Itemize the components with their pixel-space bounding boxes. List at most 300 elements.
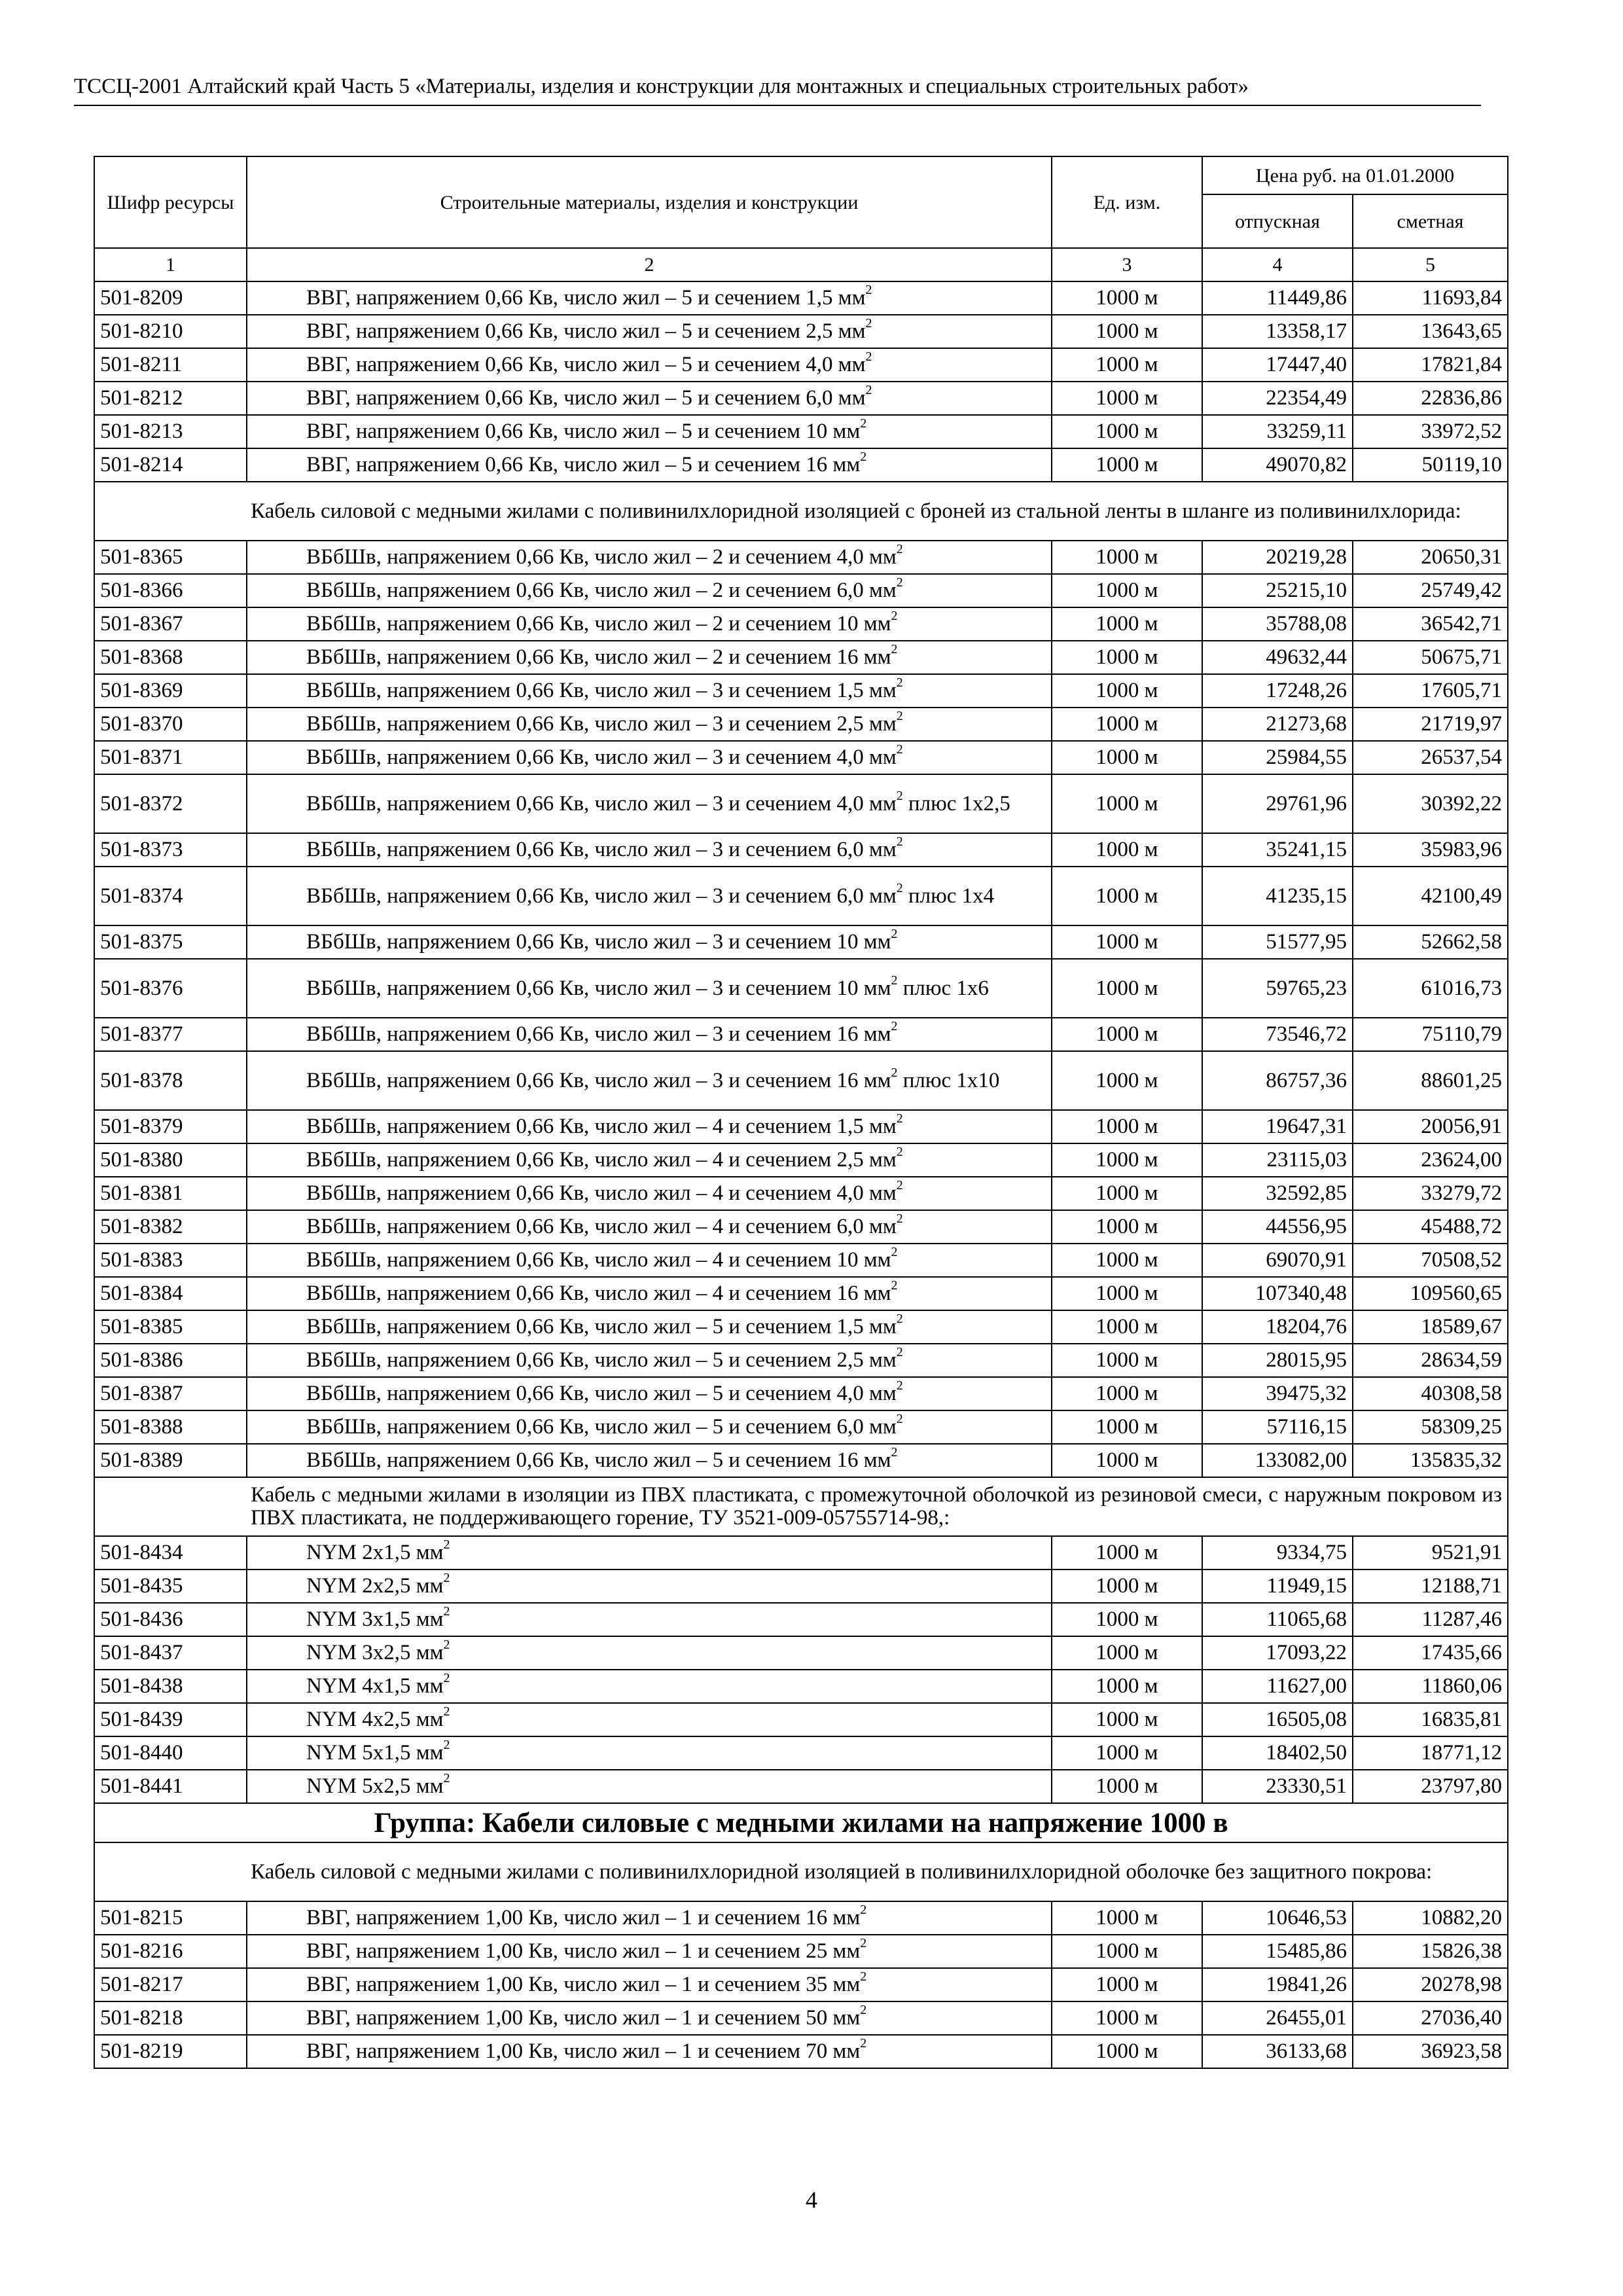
row-unit: 1000 м <box>1052 574 1202 607</box>
row-name <box>247 1110 1052 1143</box>
row-name-superscript: 2 <box>891 1019 898 1033</box>
table-row <box>94 959 1508 1018</box>
row-release-price: 49070,82 <box>1202 448 1353 482</box>
row-release-price: 25984,55 <box>1202 741 1353 774</box>
row-unit: 1000 м <box>1052 1736 1202 1770</box>
row-estimate-price: 27036,40 <box>1353 2001 1508 2035</box>
row-name-superscript: 2 <box>896 742 903 757</box>
page-header: ТССЦ-2001 Алтайский край Часть 5 «Материалы, изделия и конструкции для монтажных и специальных строительных работ» <box>74 72 1481 106</box>
row-code: 501-8210 <box>94 315 247 348</box>
row-release-price: 11449,86 <box>1202 281 1353 315</box>
row-estimate-price: 40308,58 <box>1353 1377 1508 1410</box>
row-name-text: ВБбШв, напряжением 0,66 Кв, число жил – 2 и сечением 4,0 мм <box>306 545 897 569</box>
row-release-price: 73546,72 <box>1202 1018 1353 1051</box>
row-name-superscript: 2 <box>891 927 898 941</box>
row-name-text: ВБбШв, напряжением 0,66 Кв, число жил – 3 и сечением 16 мм <box>306 1022 891 1046</box>
row-name-text: NYM 4х2,5 мм <box>306 1708 444 1731</box>
row-estimate-price: 52662,58 <box>1353 925 1508 959</box>
row-unit: 1000 м <box>1052 1051 1202 1110</box>
row-release-price: 10646,53 <box>1202 1901 1353 1935</box>
row-name-text: ВБбШв, напряжением 0,66 Кв, число жил – 4 и сечением 10 мм <box>306 1248 891 1272</box>
table-row <box>94 1603 1508 1636</box>
table-row <box>94 415 1508 448</box>
row-code: 501-8382 <box>94 1210 247 1244</box>
row-unit: 1000 м <box>1052 2035 1202 2068</box>
row-name-superscript: 2 <box>443 1671 450 1685</box>
row-name-superscript: 2 <box>443 1704 450 1719</box>
row-unit: 1000 м <box>1052 708 1202 741</box>
row-name-superscript: 2 <box>896 880 903 895</box>
row-release-price: 35241,15 <box>1202 833 1353 867</box>
table-row <box>94 1770 1508 1803</box>
row-name-superscript: 2 <box>443 1604 450 1619</box>
row-release-price: 36133,68 <box>1202 2035 1353 2068</box>
row-release-price: 23330,51 <box>1202 1770 1353 1803</box>
row-estimate-price: 45488,72 <box>1353 1210 1508 1244</box>
header-code: Шифр ресурсы <box>94 156 247 248</box>
row-unit: 1000 м <box>1052 867 1202 925</box>
row-name-superscript: 2 <box>443 1537 450 1552</box>
row-name-text: ВБбШв, напряжением 0,66 Кв, число жил – 3 и сечением 1,5 мм <box>306 679 897 702</box>
row-name <box>247 1310 1052 1344</box>
row-name-suffix: плюс 1х4 <box>902 884 995 908</box>
row-name-text: ВБбШв, напряжением 0,66 Кв, число жил – 4 и сечением 1,5 мм <box>306 1115 897 1138</box>
row-code: 501-8218 <box>94 2001 247 2035</box>
row-name-superscript: 2 <box>891 1245 898 1259</box>
row-name <box>247 1143 1052 1177</box>
row-release-price: 86757,36 <box>1202 1051 1353 1110</box>
row-release-price: 19647,31 <box>1202 1110 1353 1143</box>
row-code: 501-8371 <box>94 741 247 774</box>
row-estimate-price: 23797,80 <box>1353 1770 1508 1803</box>
row-release-price: 32592,85 <box>1202 1177 1353 1210</box>
row-name <box>247 674 1052 708</box>
row-name <box>247 281 1052 315</box>
row-release-price: 133082,00 <box>1202 1444 1353 1477</box>
row-unit: 1000 м <box>1052 448 1202 482</box>
row-unit: 1000 м <box>1052 1344 1202 1377</box>
row-name-text: NYM 3х2,5 мм <box>306 1641 444 1664</box>
row-unit: 1000 м <box>1052 1570 1202 1603</box>
table-row <box>94 867 1508 925</box>
row-unit: 1000 м <box>1052 1935 1202 1968</box>
row-name-text: ВБбШв, напряжением 0,66 Кв, число жил – 2 и сечением 10 мм <box>306 612 891 636</box>
row-name-text: ВБбШв, напряжением 0,66 Кв, число жил – 4 и сечением 6,0 мм <box>306 1215 897 1238</box>
row-code: 501-8367 <box>94 607 247 641</box>
row-estimate-price: 11287,46 <box>1353 1603 1508 1636</box>
row-name-text: ВВГ, напряжением 1,00 Кв, число жил – 1 и сечением 25 мм <box>306 1939 861 1963</box>
row-unit: 1000 м <box>1052 833 1202 867</box>
row-name-superscript: 2 <box>896 1312 903 1326</box>
table-row <box>94 925 1508 959</box>
row-name <box>247 1570 1052 1603</box>
table-row <box>94 1536 1508 1570</box>
row-code: 501-8439 <box>94 1703 247 1736</box>
row-unit: 1000 м <box>1052 641 1202 674</box>
table-row <box>94 315 1508 348</box>
row-release-price: 39475,32 <box>1202 1377 1353 1410</box>
row-unit: 1000 м <box>1052 1143 1202 1177</box>
row-name <box>247 574 1052 607</box>
row-code: 501-8217 <box>94 1968 247 2001</box>
row-code: 501-8386 <box>94 1344 247 1377</box>
row-name-superscript: 2 <box>896 1378 903 1393</box>
row-code: 501-8372 <box>94 774 247 833</box>
row-name <box>247 741 1052 774</box>
row-estimate-price: 11693,84 <box>1353 281 1508 315</box>
row-name-superscript: 2 <box>891 973 898 988</box>
row-release-price: 13358,17 <box>1202 315 1353 348</box>
row-estimate-price: 13643,65 <box>1353 315 1508 348</box>
row-release-price: 20219,28 <box>1202 541 1353 574</box>
row-name <box>247 1444 1052 1477</box>
table-row <box>94 1244 1508 1277</box>
row-code: 501-8374 <box>94 867 247 925</box>
row-unit: 1000 м <box>1052 315 1202 348</box>
row-code: 501-8380 <box>94 1143 247 1177</box>
row-estimate-price: 70508,52 <box>1353 1244 1508 1277</box>
row-release-price: 59765,23 <box>1202 959 1353 1018</box>
row-name <box>247 1603 1052 1636</box>
row-code: 501-8389 <box>94 1444 247 1477</box>
row-name-superscript: 2 <box>865 316 872 331</box>
row-name-text: ВВГ, напряжением 1,00 Кв, число жил – 1 и сечением 50 мм <box>306 2006 861 2030</box>
row-code: 501-8434 <box>94 1536 247 1570</box>
row-name-superscript: 2 <box>860 1936 867 1950</box>
row-release-price: 33259,11 <box>1202 415 1353 448</box>
table-row <box>94 708 1508 741</box>
row-release-price: 29761,96 <box>1202 774 1353 833</box>
row-name-text: ВБбШв, напряжением 0,66 Кв, число жил – 4 и сечением 4,0 мм <box>306 1181 897 1205</box>
row-name <box>247 1968 1052 2001</box>
row-unit: 1000 м <box>1052 1410 1202 1444</box>
row-unit: 1000 м <box>1052 1210 1202 1244</box>
row-name <box>247 959 1052 1018</box>
row-name-superscript: 2 <box>891 1278 898 1293</box>
row-release-price: 44556,95 <box>1202 1210 1353 1244</box>
row-name-superscript: 2 <box>860 416 867 431</box>
row-estimate-price: 11860,06 <box>1353 1670 1508 1703</box>
row-name-text: ВВГ, напряжением 0,66 Кв, число жил – 5 и сечением 6,0 мм <box>306 386 866 410</box>
row-name <box>247 925 1052 959</box>
row-name <box>247 1736 1052 1770</box>
row-estimate-price: 35983,96 <box>1353 833 1508 867</box>
table-row <box>94 1570 1508 1603</box>
table-row <box>94 1110 1508 1143</box>
table-row <box>94 1736 1508 1770</box>
section-note-nym-row <box>94 1477 1508 1536</box>
row-estimate-price: 50119,10 <box>1353 448 1508 482</box>
table-row <box>94 1277 1508 1310</box>
row-estimate-price: 33279,72 <box>1353 1177 1508 1210</box>
row-estimate-price: 20278,98 <box>1353 1968 1508 2001</box>
row-release-price: 25215,10 <box>1202 574 1353 607</box>
table-row <box>94 641 1508 674</box>
row-name-text: ВВГ, напряжением 0,66 Кв, число жил – 5 и сечением 2,5 мм <box>306 319 866 343</box>
table-row <box>94 1703 1508 1736</box>
row-estimate-price: 28634,59 <box>1353 1344 1508 1377</box>
header-unit: Ед. изм. <box>1052 156 1202 248</box>
row-name-text: ВБбШв, напряжением 0,66 Кв, число жил – 3 и сечением 2,5 мм <box>306 712 897 736</box>
row-release-price: 17447,40 <box>1202 348 1353 382</box>
table-row <box>94 1377 1508 1410</box>
row-unit: 1000 м <box>1052 382 1202 415</box>
row-release-price: 9334,75 <box>1202 1536 1353 1570</box>
row-release-price: 19841,26 <box>1202 1968 1353 2001</box>
row-name-text: ВБбШв, напряжением 0,66 Кв, число жил – 3 и сечением 4,0 мм <box>306 791 897 816</box>
row-name-text: ВВГ, напряжением 1,00 Кв, число жил – 1 и сечением 16 мм <box>306 1906 861 1929</box>
row-name-superscript: 2 <box>891 1445 898 1460</box>
row-unit: 1000 м <box>1052 607 1202 641</box>
row-release-price: 41235,15 <box>1202 867 1353 925</box>
row-unit: 1000 м <box>1052 959 1202 1018</box>
row-name-text: ВВГ, напряжением 1,00 Кв, число жил – 1 и сечением 70 мм <box>306 2039 861 2063</box>
row-estimate-price: 36542,71 <box>1353 607 1508 641</box>
row-name <box>247 1177 1052 1210</box>
row-estimate-price: 109560,65 <box>1353 1277 1508 1310</box>
row-code: 501-8376 <box>94 959 247 1018</box>
row-name-text: ВБбШв, напряжением 0,66 Кв, число жил – 2 и сечением 16 мм <box>306 645 891 669</box>
table-row <box>94 1018 1508 1051</box>
row-release-price: 57116,15 <box>1202 1410 1353 1444</box>
row-unit: 1000 м <box>1052 1636 1202 1670</box>
row-name-superscript: 2 <box>865 283 872 297</box>
row-unit: 1000 м <box>1052 1018 1202 1051</box>
row-name-text: ВВГ, напряжением 0,66 Кв, число жил – 5 и сечением 16 мм <box>306 453 861 476</box>
row-estimate-price: 58309,25 <box>1353 1410 1508 1444</box>
row-name <box>247 1410 1052 1444</box>
col-number-4: 4 <box>1202 248 1353 281</box>
row-name <box>247 641 1052 674</box>
row-name-superscript: 2 <box>891 642 898 656</box>
row-name <box>247 1277 1052 1310</box>
row-estimate-price: 17821,84 <box>1353 348 1508 382</box>
col-number-3: 3 <box>1052 248 1202 281</box>
row-unit: 1000 м <box>1052 1770 1202 1803</box>
row-name <box>247 774 1052 833</box>
row-code: 501-8440 <box>94 1736 247 1770</box>
row-name <box>247 708 1052 741</box>
row-name-text: ВБбШв, напряжением 0,66 Кв, число жил – 5 и сечением 16 мм <box>306 1448 891 1472</box>
row-name <box>247 1636 1052 1670</box>
row-estimate-price: 10882,20 <box>1353 1901 1508 1935</box>
row-unit: 1000 м <box>1052 1968 1202 2001</box>
row-name <box>247 1670 1052 1703</box>
row-name-text: NYM 2х1,5 мм <box>306 1541 444 1564</box>
row-release-price: 26455,01 <box>1202 2001 1353 2035</box>
row-estimate-price: 15826,38 <box>1353 1935 1508 1968</box>
row-name-text: NYM 4х1,5 мм <box>306 1674 444 1698</box>
row-name <box>247 833 1052 867</box>
row-name-superscript: 2 <box>896 1111 903 1126</box>
row-name-text: ВБбШв, напряжением 0,66 Кв, число жил – 5 и сечением 4,0 мм <box>306 1382 897 1405</box>
group-title: Группа: Кабели силовые с медными жилами на напряжение 1000 в <box>94 1803 1508 1842</box>
table-row <box>94 674 1508 708</box>
row-name-superscript: 2 <box>896 675 903 690</box>
row-name <box>247 607 1052 641</box>
row-code: 501-8438 <box>94 1670 247 1703</box>
row-release-price: 18402,50 <box>1202 1736 1353 1770</box>
row-code: 501-8368 <box>94 641 247 674</box>
row-estimate-price: 26537,54 <box>1353 741 1508 774</box>
row-name-text: ВВГ, напряжением 0,66 Кв, число жил – 5 и сечением 10 мм <box>306 420 861 443</box>
row-release-price: 22354,49 <box>1202 382 1353 415</box>
table-row <box>94 1344 1508 1377</box>
row-unit: 1000 м <box>1052 281 1202 315</box>
row-name <box>247 541 1052 574</box>
row-unit: 1000 м <box>1052 1536 1202 1570</box>
row-name-superscript: 2 <box>896 834 903 849</box>
row-name-text: ВБбШв, напряжением 0,66 Кв, число жил – 2 и сечением 6,0 мм <box>306 579 897 602</box>
row-estimate-price: 9521,91 <box>1353 1536 1508 1570</box>
row-unit: 1000 м <box>1052 1277 1202 1310</box>
price-table <box>94 156 1508 2069</box>
row-unit: 1000 м <box>1052 1310 1202 1344</box>
row-name-suffix: плюс 1х10 <box>897 1068 1000 1092</box>
table-row <box>94 1210 1508 1244</box>
row-unit: 1000 м <box>1052 1603 1202 1636</box>
row-code: 501-8209 <box>94 281 247 315</box>
row-estimate-price: 12188,71 <box>1353 1570 1508 1603</box>
row-name <box>247 1703 1052 1736</box>
row-name <box>247 2035 1052 2068</box>
row-unit: 1000 м <box>1052 1703 1202 1736</box>
table-row <box>94 1177 1508 1210</box>
row-name-suffix: плюс 1х2,5 <box>902 791 1010 816</box>
row-estimate-price: 30392,22 <box>1353 774 1508 833</box>
row-name-text: NYM 3х1,5 мм <box>306 1607 444 1631</box>
row-code: 501-8366 <box>94 574 247 607</box>
row-estimate-price: 33972,52 <box>1353 415 1508 448</box>
row-name-text: ВБбШв, напряжением 0,66 Кв, число жил – 3 и сечением 16 мм <box>306 1068 891 1092</box>
row-name <box>247 1770 1052 1803</box>
row-estimate-price: 36923,58 <box>1353 2035 1508 2068</box>
table-row <box>94 1444 1508 1477</box>
row-code: 501-8383 <box>94 1244 247 1277</box>
table-row <box>94 348 1508 382</box>
row-name-text: ВВГ, напряжением 0,66 Кв, число жил – 5 и сечением 4,0 мм <box>306 353 866 376</box>
row-name-superscript: 2 <box>865 383 872 397</box>
row-name <box>247 1377 1052 1410</box>
row-code: 501-8385 <box>94 1310 247 1344</box>
table-row <box>94 1670 1508 1703</box>
row-name-superscript: 2 <box>865 350 872 364</box>
row-unit: 1000 м <box>1052 541 1202 574</box>
group-row <box>94 1803 1508 1842</box>
row-name <box>247 1210 1052 1244</box>
table-row <box>94 574 1508 607</box>
row-estimate-price: 20056,91 <box>1353 1110 1508 1143</box>
table-row <box>94 2001 1508 2035</box>
table-row <box>94 833 1508 867</box>
header-estimate: сметная <box>1353 194 1508 248</box>
row-name-superscript: 2 <box>443 1638 450 1652</box>
table-row <box>94 607 1508 641</box>
row-release-price: 15485,86 <box>1202 1935 1353 1968</box>
section-note-vvg-1kv: Кабель силовой с медными жилами с поливинилхлоридной изоляцией в поливинилхлоридной оболочке без защитного покрова: <box>94 1842 1508 1901</box>
row-code: 501-8216 <box>94 1935 247 1968</box>
row-release-price: 107340,48 <box>1202 1277 1353 1310</box>
row-code: 501-8219 <box>94 2035 247 2068</box>
col-number-1: 1 <box>94 248 247 281</box>
row-code: 501-8369 <box>94 674 247 708</box>
col-number-2: 2 <box>247 248 1052 281</box>
row-name-superscript: 2 <box>443 1771 450 1785</box>
table-row <box>94 1636 1508 1670</box>
row-name-text: ВБбШв, напряжением 0,66 Кв, число жил – 4 и сечением 16 мм <box>306 1282 891 1305</box>
row-name-superscript: 2 <box>896 575 903 590</box>
page-number: 4 <box>806 2187 817 2213</box>
row-name <box>247 1051 1052 1110</box>
row-name-superscript: 2 <box>896 1345 903 1359</box>
row-code: 501-8375 <box>94 925 247 959</box>
row-name-text: ВБбШв, напряжением 0,66 Кв, число жил – 5 и сечением 1,5 мм <box>306 1315 897 1338</box>
row-estimate-price: 16835,81 <box>1353 1703 1508 1736</box>
row-code: 501-8373 <box>94 833 247 867</box>
row-unit: 1000 м <box>1052 1177 1202 1210</box>
section-note-armored: Кабель силовой с медными жилами с поливинилхлоридной изоляцией с броней из стальной ленты в шланге из поливинилхлорида: <box>94 482 1508 541</box>
row-release-price: 11065,68 <box>1202 1603 1353 1636</box>
row-name-superscript: 2 <box>896 542 903 556</box>
row-name <box>247 348 1052 382</box>
row-release-price: 17248,26 <box>1202 674 1353 708</box>
row-name <box>247 1344 1052 1377</box>
row-name-superscript: 2 <box>860 450 867 464</box>
row-code: 501-8365 <box>94 541 247 574</box>
row-estimate-price: 135835,32 <box>1353 1444 1508 1477</box>
table-row <box>94 1310 1508 1344</box>
row-release-price: 16505,08 <box>1202 1703 1353 1736</box>
row-unit: 1000 м <box>1052 1244 1202 1277</box>
row-code: 501-8378 <box>94 1051 247 1110</box>
row-code: 501-8435 <box>94 1570 247 1603</box>
row-name-text: NYM 5х2,5 мм <box>306 1774 444 1798</box>
section-note-nym: Кабель с медными жилами в изоляции из ПВХ пластиката, с промежуточной оболочкой из резиновой смеси, с наружным покровом из ПВХ пластиката, не поддерживающего горение, ТУ 3521-009-05755714-98,: <box>94 1477 1508 1536</box>
row-estimate-price: 17435,66 <box>1353 1636 1508 1670</box>
row-code: 501-8379 <box>94 1110 247 1143</box>
row-unit: 1000 м <box>1052 1901 1202 1935</box>
table-row <box>94 774 1508 833</box>
row-name-superscript: 2 <box>891 1065 898 1080</box>
row-release-price: 11627,00 <box>1202 1670 1353 1703</box>
row-name-text: ВВГ, напряжением 0,66 Кв, число жил – 5 и сечением 1,5 мм <box>306 286 866 310</box>
row-name-superscript: 2 <box>896 709 903 723</box>
row-release-price: 23115,03 <box>1202 1143 1353 1177</box>
table-row <box>94 1901 1508 1935</box>
row-code: 501-8388 <box>94 1410 247 1444</box>
row-name-superscript: 2 <box>896 1412 903 1426</box>
row-name-text: ВВГ, напряжением 1,00 Кв, число жил – 1 и сечением 35 мм <box>306 1973 861 1996</box>
row-unit: 1000 м <box>1052 1444 1202 1477</box>
row-estimate-price: 23624,00 <box>1353 1143 1508 1177</box>
row-code: 501-8211 <box>94 348 247 382</box>
row-estimate-price: 42100,49 <box>1353 867 1508 925</box>
row-code: 501-8214 <box>94 448 247 482</box>
row-release-price: 18204,76 <box>1202 1310 1353 1344</box>
row-name-text: ВБбШв, напряжением 0,66 Кв, число жил – 5 и сечением 6,0 мм <box>306 1415 897 1439</box>
table-row <box>94 1968 1508 2001</box>
row-unit: 1000 м <box>1052 674 1202 708</box>
col-number-5: 5 <box>1353 248 1508 281</box>
row-name <box>247 1536 1052 1570</box>
row-estimate-price: 21719,97 <box>1353 708 1508 741</box>
row-name <box>247 2001 1052 2035</box>
row-name-superscript: 2 <box>443 1738 450 1752</box>
header-release: отпускная <box>1202 194 1353 248</box>
table-row <box>94 1935 1508 1968</box>
row-name <box>247 448 1052 482</box>
row-code: 501-8213 <box>94 415 247 448</box>
